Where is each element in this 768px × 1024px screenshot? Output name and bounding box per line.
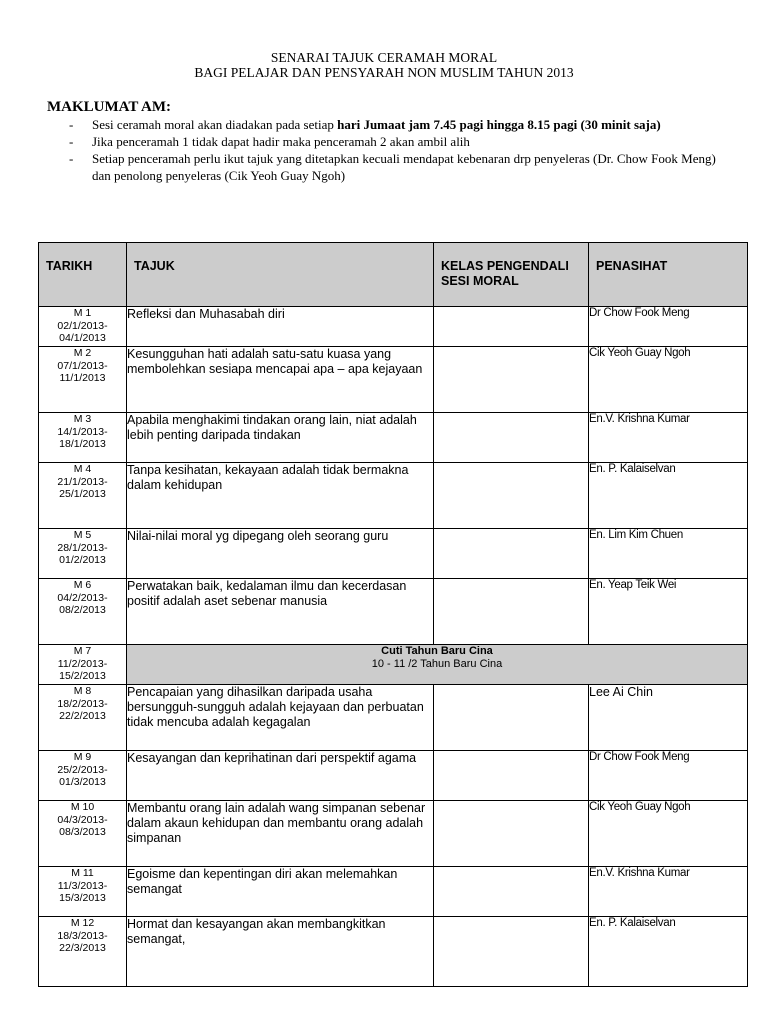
- bullet-dash: -: [69, 117, 74, 132]
- date-cell: M 10 04/3/2013- 08/3/2013: [39, 801, 127, 867]
- column-header-topic: TAJUK: [127, 243, 434, 307]
- date-cell: M 7 11/2/2013- 15/2/2013: [39, 645, 127, 685]
- table-row: [39, 685, 748, 751]
- topic-cell: Kesayangan dan keprihatinan dari perspektif agama: [127, 751, 434, 801]
- bullet-dash: -: [69, 134, 74, 149]
- table-header-row: [39, 243, 748, 307]
- schedule-table: [38, 242, 748, 987]
- info-list: [47, 116, 737, 184]
- topic-cell: Pencapaian yang dihasilkan daripada usaha bersungguh-sungguh adalah kejayaan dan perbuatan tidak mencuba adalah kegagalan: [127, 685, 434, 751]
- advisor-cell: En.V. Krishna Kumar: [589, 413, 748, 463]
- topic-cell: Membantu orang lain adalah wang simpanan sebenar dalam akaun kehidupan dan membantu orang adalah simpanan: [127, 801, 434, 867]
- table-row: [39, 867, 748, 917]
- class-cell: [434, 347, 589, 413]
- class-cell: [434, 801, 589, 867]
- advisor-cell: Cik Yeoh Guay Ngoh: [589, 801, 748, 867]
- class-cell: [434, 917, 589, 987]
- date-cell: M 6 04/2/2013- 08/2/2013: [39, 579, 127, 645]
- advisor-cell: En. Lim Kim Chuen: [589, 529, 748, 579]
- table-row-holiday: [39, 645, 748, 685]
- table-row: [39, 801, 748, 867]
- topic-cell: Nilai-nilai moral yg dipegang oleh seorang guru: [127, 529, 434, 579]
- column-header-class: KELAS PENGENDALI SESI MORAL: [434, 243, 589, 307]
- date-cell: M 1 02/1/2013- 04/1/2013: [39, 307, 127, 347]
- class-cell: [434, 307, 589, 347]
- class-cell: [434, 867, 589, 917]
- date-cell: M 3 14/1/2013- 18/1/2013: [39, 413, 127, 463]
- table-row: [39, 413, 748, 463]
- info-item-substitute: - Jika penceramah 1 tidak dapat hadir maka penceramah 2 akan ambil alih: [69, 134, 470, 149]
- advisor-cell: En. P. Kalaiselvan: [589, 917, 748, 987]
- advisor-cell: Dr Chow Fook Meng: [589, 307, 748, 347]
- class-cell: [434, 529, 589, 579]
- advisor-cell: Dr Chow Fook Meng: [589, 751, 748, 801]
- date-cell: M 8 18/2/2013- 22/2/2013: [39, 685, 127, 751]
- advisor-cell: En. P. Kalaiselvan: [589, 463, 748, 529]
- topic-cell: Egoisme dan kepentingan diri akan melemahkan semangat: [127, 867, 434, 917]
- date-cell: M 2 07/1/2013- 11/1/2013: [39, 347, 127, 413]
- class-cell: [434, 413, 589, 463]
- holiday-cell: [127, 645, 748, 685]
- class-cell: [434, 751, 589, 801]
- topic-cell: Apabila menghakimi tindakan orang lain, niat adalah lebih penting daripada tindakan: [127, 413, 434, 463]
- table-row: [39, 579, 748, 645]
- info-heading: MAKLUMAT AM:: [47, 99, 172, 115]
- date-cell: M 5 28/1/2013- 01/2/2013: [39, 529, 127, 579]
- topic-cell: Tanpa kesihatan, kekayaan adalah tidak bermakna dalam kehidupan: [127, 463, 434, 529]
- class-cell: [434, 685, 589, 751]
- date-cell: M 11 11/3/2013- 15/3/2013: [39, 867, 127, 917]
- table-row: [39, 917, 748, 987]
- topic-cell: Perwatakan baik, kedalaman ilmu dan kecerdasan positif adalah aset sebenar manusia: [127, 579, 434, 645]
- bullet-dash: -: [69, 151, 74, 166]
- document-subtitle: BAGI PELAJAR DAN PENSYARAH NON MUSLIM TAHUN 2013: [194, 65, 574, 80]
- class-cell: [434, 463, 589, 529]
- topic-cell: Refleksi dan Muhasabah diri: [127, 307, 434, 347]
- holiday-title: Cuti Tahun Baru Cina: [381, 645, 493, 657]
- general-info-section: [47, 99, 737, 184]
- info-item-session-time: - Sesi ceramah moral akan diadakan pada setiap hari Jumaat jam 7.45 pagi hingga 8.15 pagi (30 minit saja): [69, 117, 661, 132]
- column-header-date: TARIKH: [39, 243, 127, 307]
- topic-cell: Kesungguhan hati adalah satu-satu kuasa yang membolehkan sesiapa mencapai apa – apa kejayaan: [127, 347, 434, 413]
- advisor-cell: Lee Ai Chin: [589, 685, 748, 751]
- session-time-highlight: hari Jumaat jam 7.45 pagi hingga 8.15 pagi (30 minit saja): [337, 117, 661, 132]
- advisor-cell: Cik Yeoh Guay Ngoh: [589, 347, 748, 413]
- date-cell: M 4 21/1/2013- 25/1/2013: [39, 463, 127, 529]
- table-row: [39, 463, 748, 529]
- table-row: [39, 347, 748, 413]
- advisor-cell: En.V. Krishna Kumar: [589, 867, 748, 917]
- info-item-topic-rule: - Setiap penceramah perlu ikut tajuk yang ditetapkan kecuali mendapat kebenaran drp penyeleras (Dr. Chow Fook Meng) dan penolong penyeleras (Cik Yeoh Guay Ngoh): [69, 151, 716, 183]
- topic-cell: Hormat dan kesayangan akan membangkitkan semangat,: [127, 917, 434, 987]
- table-row: [39, 529, 748, 579]
- document-title: SENARAI TAJUK CERAMAH MORAL: [270, 50, 498, 65]
- date-cell: M 9 25/2/2013- 01/3/2013: [39, 751, 127, 801]
- table-row: [39, 307, 748, 347]
- holiday-subtitle: 10 - 11 /2 Tahun Baru Cina: [371, 658, 503, 670]
- class-cell: [434, 579, 589, 645]
- column-header-advisor: PENASIHAT: [589, 243, 748, 307]
- date-cell: M 12 18/3/2013- 22/3/2013: [39, 917, 127, 987]
- table-row: [39, 751, 748, 801]
- advisor-cell: En. Yeap Teik Wei: [589, 579, 748, 645]
